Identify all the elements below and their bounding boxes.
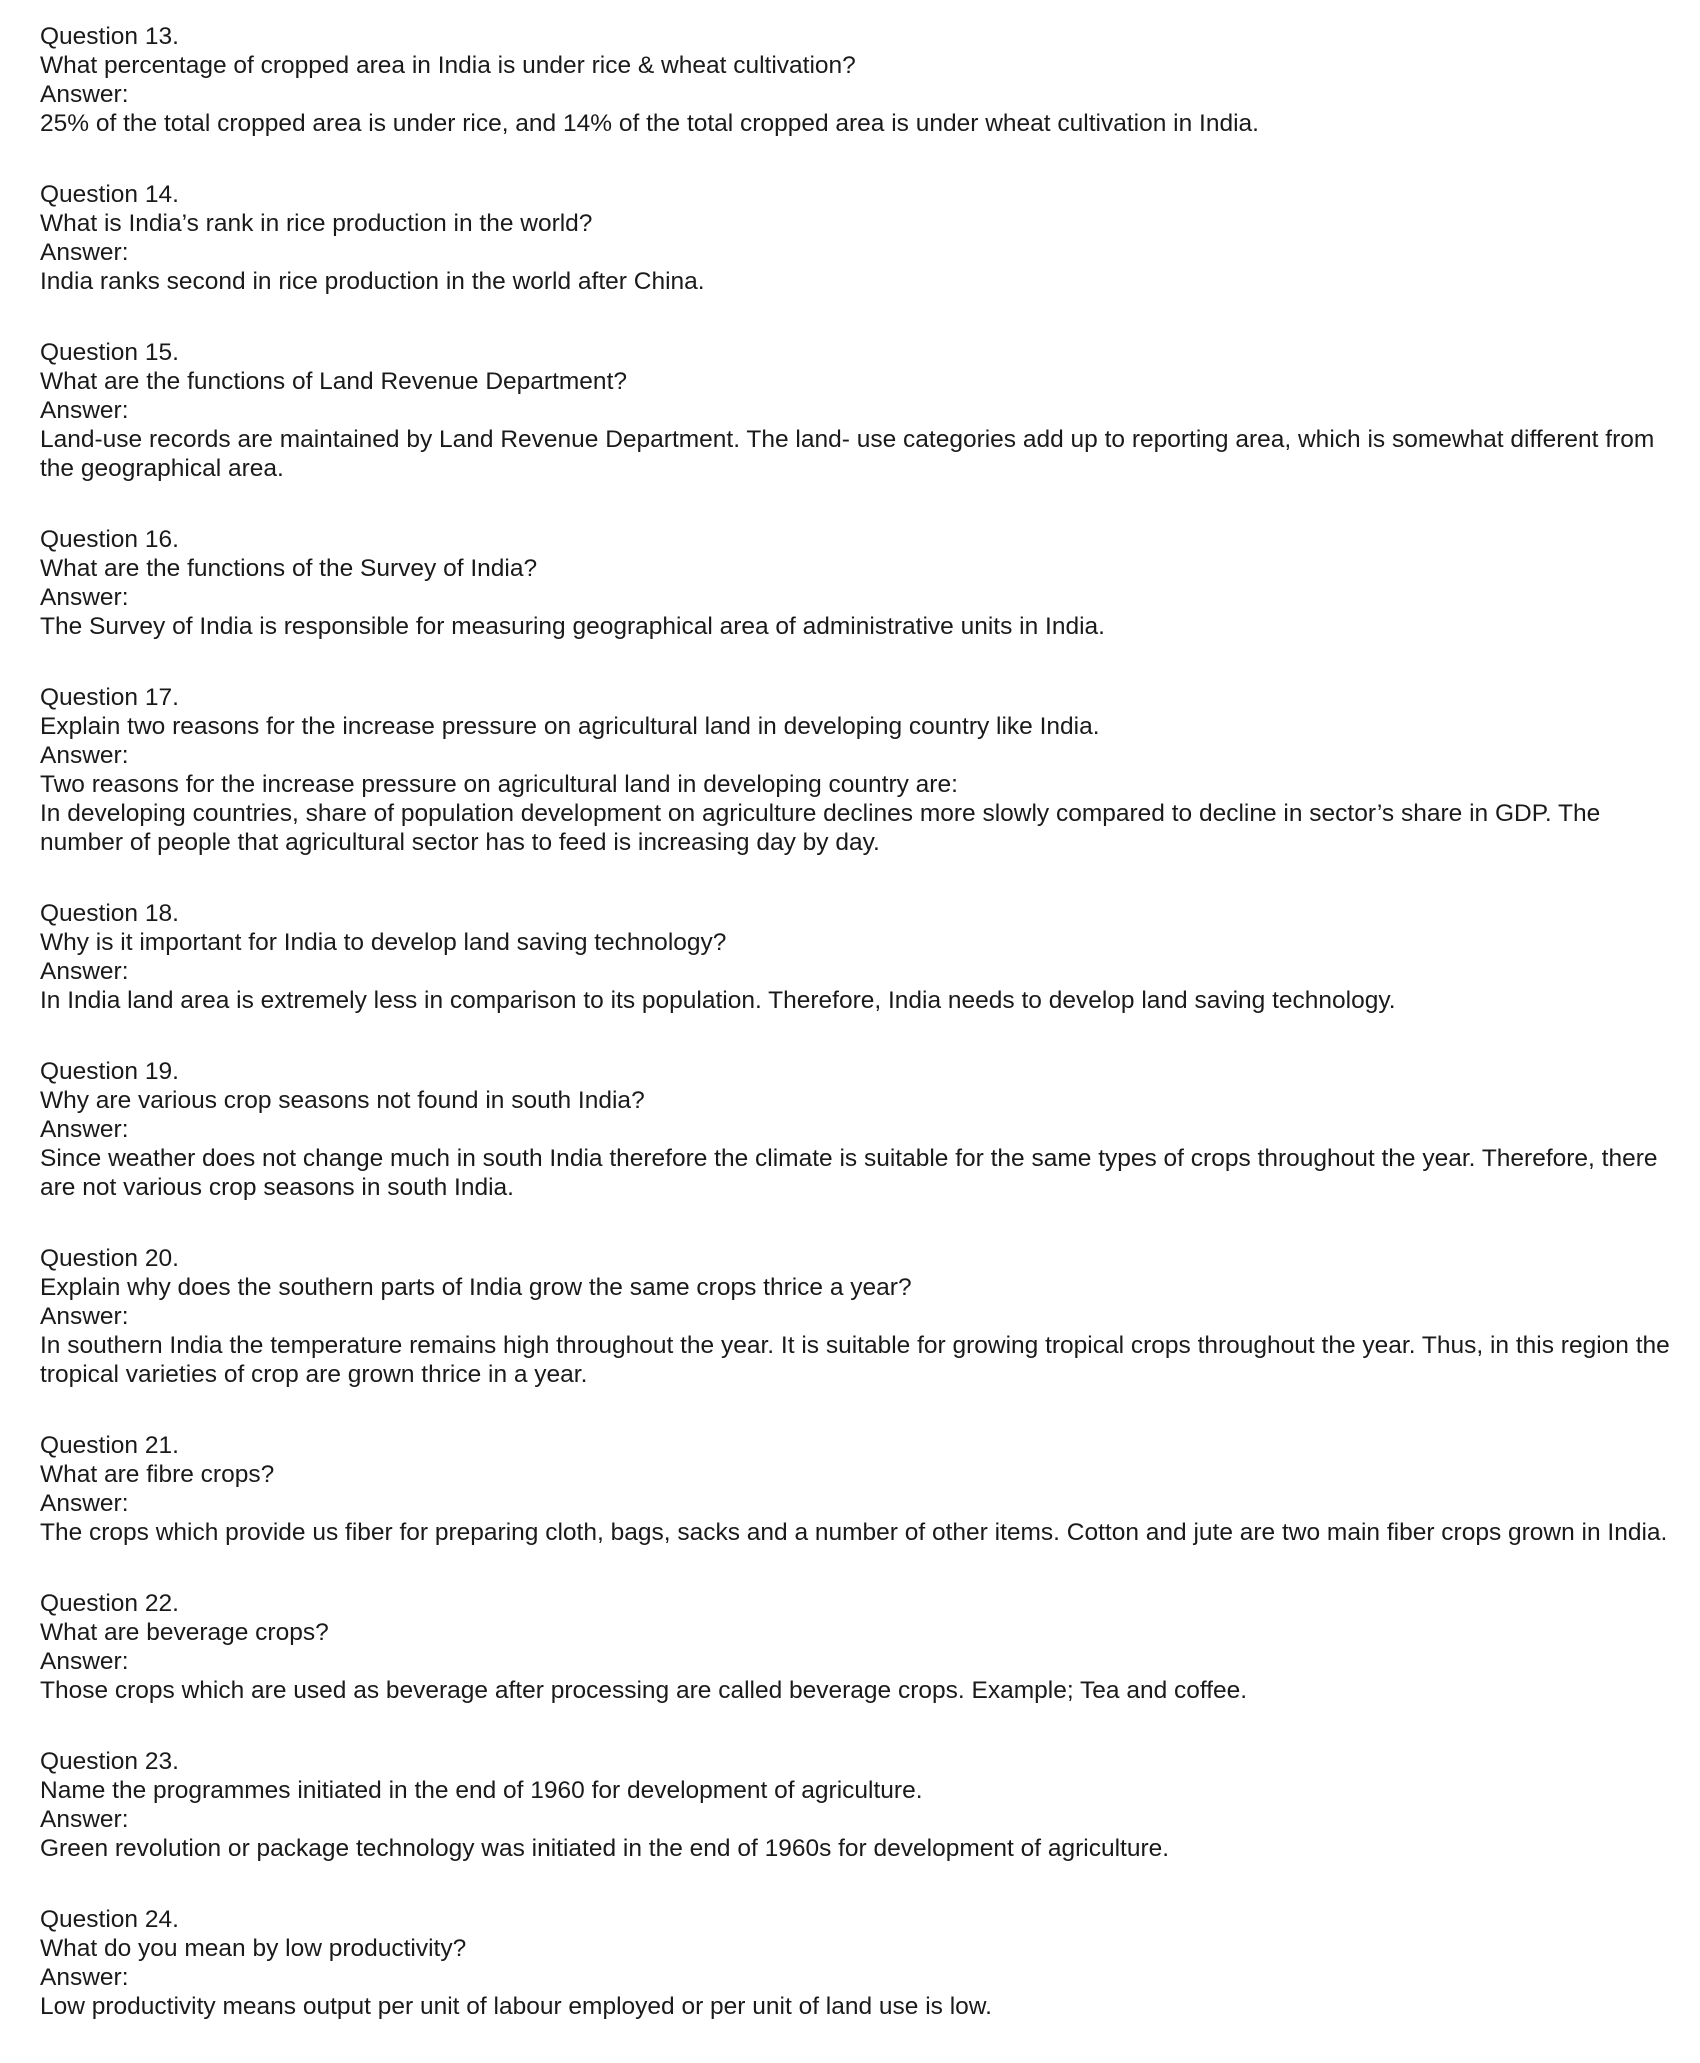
qa-block: [40, 1244, 1670, 1389]
question-number: Question 20.: [40, 1245, 179, 1272]
qa-block: [40, 1057, 1670, 1202]
question-text: What do you mean by low productivity?: [40, 1935, 467, 1962]
question-text: Why is it important for India to develop land saving technology?: [40, 929, 727, 956]
question-number: Question 17.: [40, 684, 179, 711]
answer-label: Answer:: [40, 1116, 129, 1143]
question-text: What are beverage crops?: [40, 1619, 329, 1646]
question-number: Question 16.: [40, 526, 179, 553]
qa-block: [40, 22, 1670, 138]
question-number: Question 22.: [40, 1590, 179, 1617]
answer-label: Answer:: [40, 958, 129, 985]
question-text: What are the functions of the Survey of India?: [40, 555, 538, 582]
question-text: Explain two reasons for the increase pressure on agricultural land in developing country like India.: [40, 713, 1100, 740]
question-number: Question 13.: [40, 23, 179, 50]
answer-text: Those crops which are used as beverage after processing are called beverage crops. Example; Tea and coffee.: [40, 1677, 1248, 1704]
qa-block: [40, 1431, 1670, 1547]
answer-label: Answer:: [40, 1490, 129, 1517]
answer-label: Answer:: [40, 742, 129, 769]
question-text: What is India’s rank in rice production in the world?: [40, 210, 593, 237]
question-text: What percentage of cropped area in India is under rice & wheat cultivation?: [40, 52, 856, 79]
question-text: What are the functions of Land Revenue Department?: [40, 368, 627, 395]
answer-text: Two reasons for the increase pressure on agricultural land in developing country are:: [40, 771, 958, 798]
answer-label: Answer:: [40, 584, 129, 611]
document-page: [40, 22, 1670, 2063]
answer-text: 25% of the total cropped area is under rice, and 14% of the total cropped area is under wheat cultivation in India.: [40, 110, 1259, 137]
answer-text: The Survey of India is responsible for measuring geographical area of administrative units in India.: [40, 613, 1105, 640]
answer-label: Answer:: [40, 1806, 129, 1833]
question-number: Question 14.: [40, 181, 179, 208]
question-number: Question 15.: [40, 339, 179, 366]
question-number: Question 21.: [40, 1432, 179, 1459]
answer-text: India ranks second in rice production in the world after China.: [40, 268, 705, 295]
question-text: What are fibre crops?: [40, 1461, 275, 1488]
answer-text: The crops which provide us fiber for preparing cloth, bags, sacks and a number of other items. Cotton and jute are two main fiber crops grown in India.: [40, 1519, 1668, 1546]
answer-text: In India land area is extremely less in comparison to its population. Therefore, India needs to develop land saving technology.: [40, 987, 1396, 1014]
answer-label: Answer:: [40, 239, 129, 266]
answer-label: Answer:: [40, 397, 129, 424]
answer-label: Answer:: [40, 1303, 129, 1330]
answer-text-continued: In developing countries, share of population development on agriculture declines more slowly compared to decline in sector’s share in GDP. The number of people that agricultural sector has to feed is increasing day by day.: [40, 800, 1601, 856]
qa-block: [40, 683, 1670, 857]
answer-label: Answer:: [40, 1964, 129, 1991]
qa-block: [40, 1747, 1670, 1863]
answer-text: In southern India the temperature remains high throughout the year. It is suitable for growing tropical crops throughout the year. Thus, in this region the tropical varieties of crop are grown thrice in a year.: [40, 1332, 1670, 1388]
question-number: Question 19.: [40, 1058, 179, 1085]
question-text: Name the programmes initiated in the end of 1960 for development of agriculture.: [40, 1777, 923, 1804]
answer-label: Answer:: [40, 81, 129, 108]
qa-block: [40, 1905, 1670, 2021]
qa-block: [40, 525, 1670, 641]
answer-text: Since weather does not change much in south India therefore the climate is suitable for the same types of crops throughout the year. Therefore, there are not various crop seasons in south India.: [40, 1145, 1658, 1201]
answer-label: Answer:: [40, 1648, 129, 1675]
answer-text: Green revolution or package technology was initiated in the end of 1960s for development of agriculture.: [40, 1835, 1170, 1862]
question-text: Why are various crop seasons not found in south India?: [40, 1087, 645, 1114]
qa-block: [40, 1589, 1670, 1705]
answer-text: Low productivity means output per unit of labour employed or per unit of land use is low.: [40, 1993, 992, 2020]
question-text: Explain why does the southern parts of India grow the same crops thrice a year?: [40, 1274, 912, 1301]
question-number: Question 24.: [40, 1906, 179, 1933]
qa-block: [40, 180, 1670, 296]
answer-text: Land-use records are maintained by Land Revenue Department. The land- use categories add up to reporting area, which is somewhat different from the geographical area.: [40, 426, 1655, 482]
question-number: Question 18.: [40, 900, 179, 927]
qa-block: [40, 338, 1670, 483]
question-number: Question 23.: [40, 1748, 179, 1775]
qa-block: [40, 899, 1670, 1015]
